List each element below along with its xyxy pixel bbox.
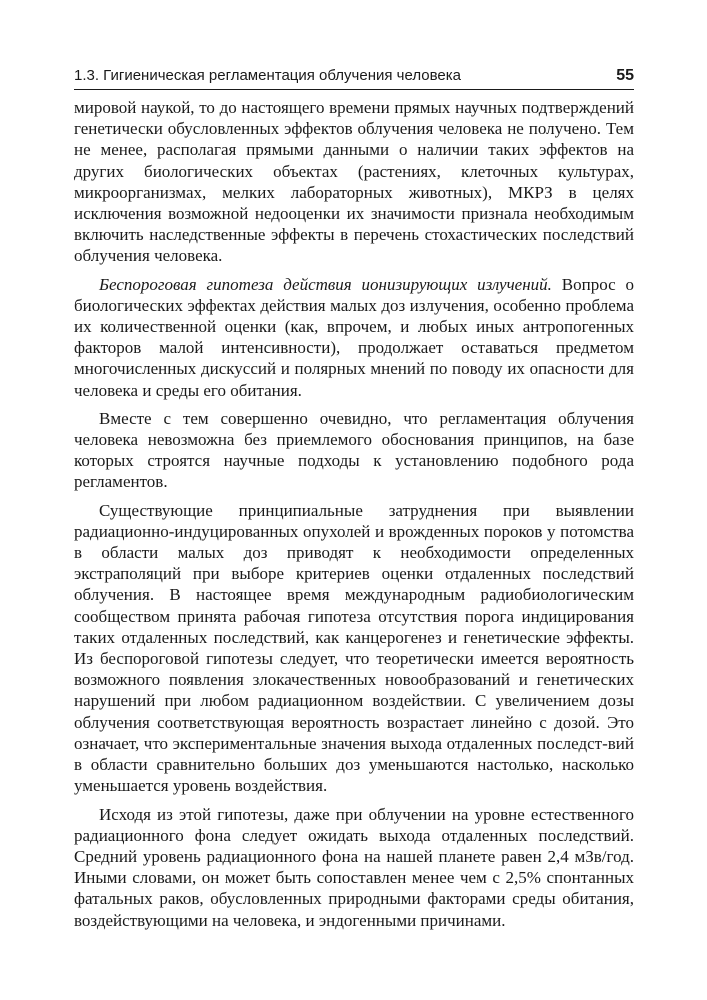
- section-title: 1.3. Гигиеническая регламентация облучения человека: [74, 67, 461, 84]
- running-header: [74, 66, 634, 90]
- page-number: 55: [616, 67, 634, 84]
- paragraph-2: [74, 274, 634, 401]
- paragraph-5: [74, 804, 634, 931]
- italic-subheading: Беспороговая гипотеза действия ионизирующих излучений.: [99, 274, 552, 294]
- body-text: [74, 97, 634, 931]
- paragraph-text: Существующие принципиальные затруднения при выявлении радиационно-индуцированных опухолей и врожденных пороков у потомства в области малых доз приводят к необходимости определенных экстраполяций при выборе критериев оценки отдаленных последствий облучения. В настоящее время международным радиобиологическим сообществом принята рабочая гипотеза отсутствия порога индицирования таких отдаленных последствий, как канцерогенез и генетические эффекты. Из беспороговой гипотезы следует, что теоретически имеется вероятность возможного появления злокачественных новообразований и генетических нарушений при любом радиационном воздействии. С увеличением дозы облучения соответствующая вероятность возрастает линейно с дозой. Это означает, что экспериментальные значения выхода отдаленных последст-вий в области сравнительно больших доз уменьшаются настолько, насколько уменьшается уровень воздействия.: [74, 500, 634, 796]
- paragraph-4: [74, 500, 634, 797]
- paragraph-1: [74, 97, 634, 267]
- book-page: [74, 66, 634, 931]
- paragraph-text: Исходя из этой гипотезы, даже при облучении на уровне естественного радиационного фона следует ожидать выхода отдаленных последствий. Средний уровень радиационного фона на нашей планете равен 2,4 мЗв/год. Иными словами, он может быть сопоставлен менее чем с 2,5% спонтанных фатальных раков, обусловленных природными факторами среды обитания, воздействующими на человека, и эндогенными причинами.: [74, 804, 634, 930]
- paragraph-3: [74, 408, 634, 493]
- paragraph-text: Вопрос о биологических эффектах действия малых доз излучения, особенно проблема их количественной оценки (как, впрочем, и любых иных антропогенных факторов малой интенсивности), продолжает оставаться предметом многочисленных дискуссий и полярных мнений по поводу их опасности для человека и среды его обитания.: [74, 274, 635, 400]
- paragraph-text: мировой наукой, то до настоящего времени прямых научных подтверждений генетически обусловленных эффектов облучения человека не получено. Тем не менее, располагая прямыми данными о наличии таких эффектов на других биологических объектах (растениях, клеточных культурах, микроорганизмах, мелких лабораторных животных), МКРЗ в целях исключения возможной недооценки их значимости признала необходимым включить наследственные эффекты в перечень стохастических последствий облучения человека.: [74, 98, 634, 266]
- paragraph-text: Вместе с тем совершенно очевидно, что регламентация облучения человека невозможна без приемлемого обоснования принципов, на базе которых строятся научные подходы к установлению подобного рода регламентов.: [74, 408, 634, 492]
